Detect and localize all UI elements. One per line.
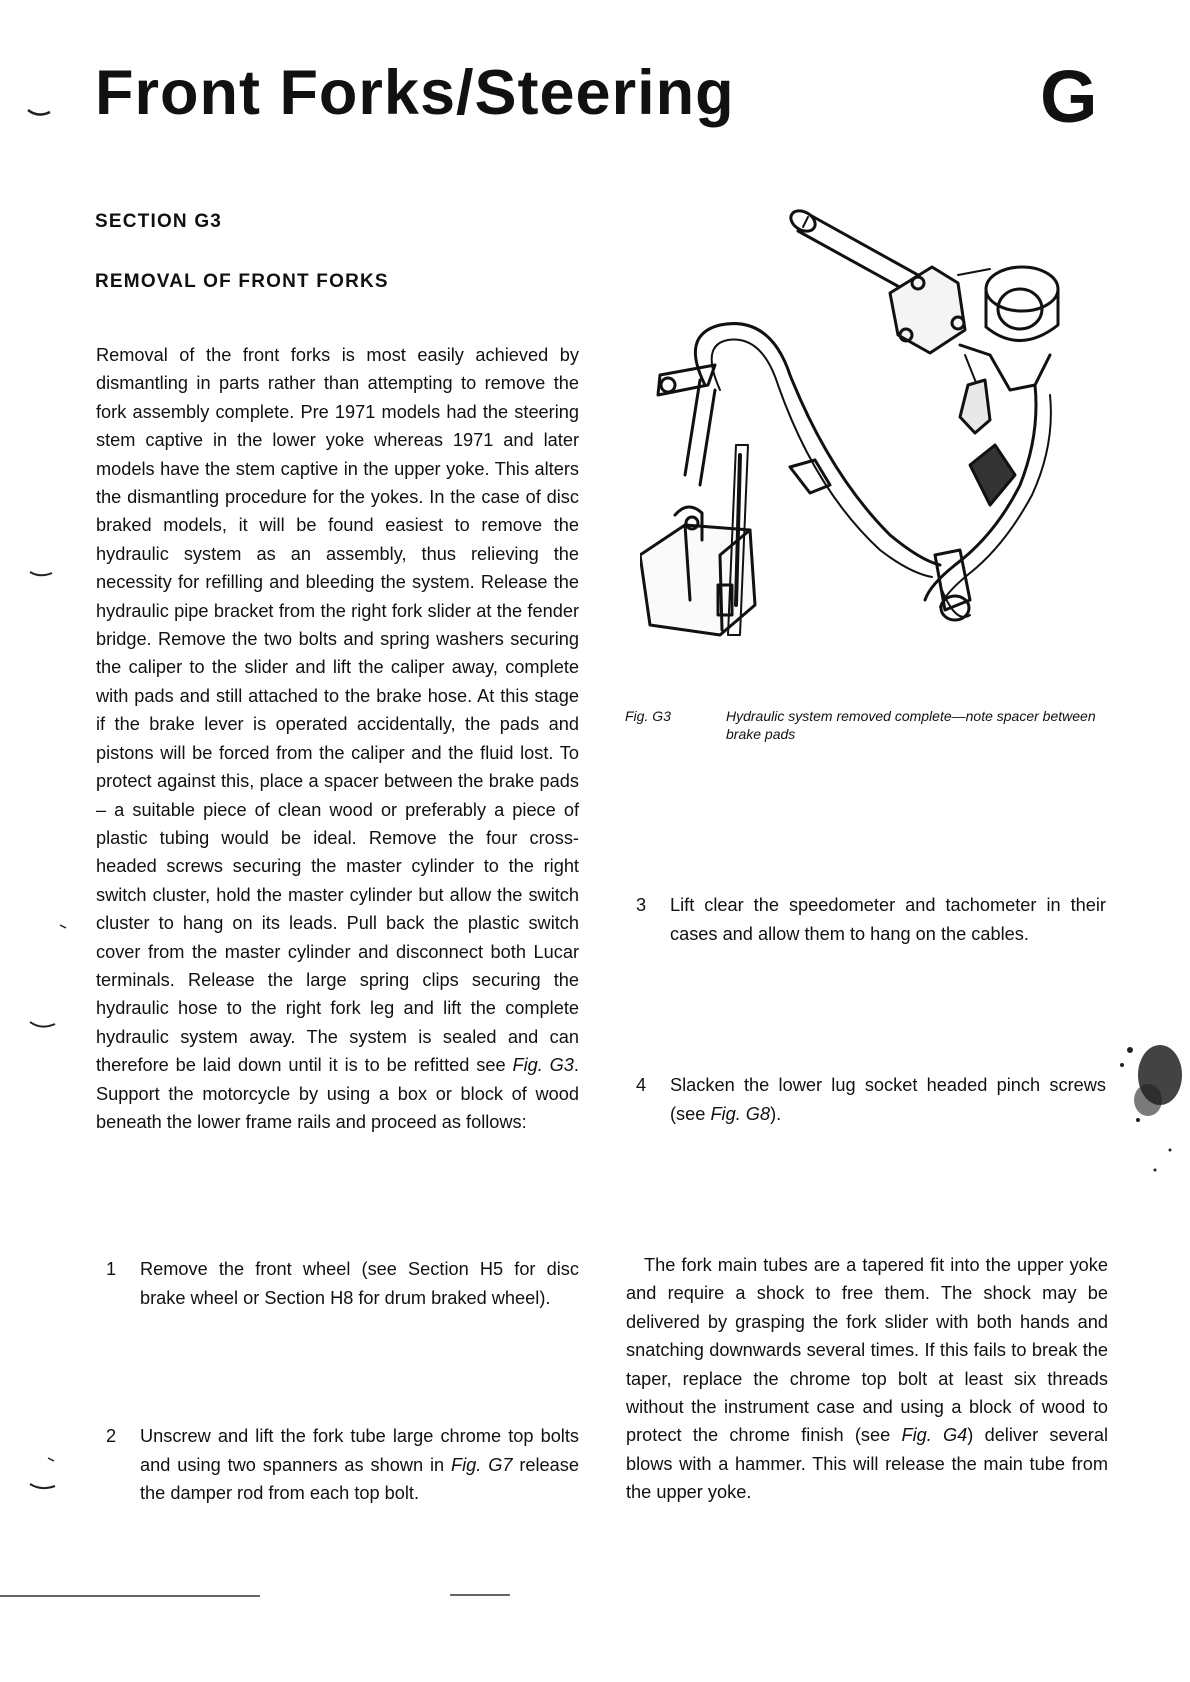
margin-mark-3 [30,1022,55,1027]
step-2-text-a: Unscrew and lift the fork tube large chrome top bolts and using two spanners as shown in [140,1426,579,1475]
chapter-letter: G [1040,55,1098,138]
margin-marks [0,0,80,1682]
brake-caliper [640,445,755,635]
margin-mark-1 [28,110,50,115]
intro-text-2: . Support the motorcycle by using a box or block of wood beneath the lower frame rails and proceed as follows: [96,1055,579,1132]
section-number: SECTION G3 [95,211,223,232]
closing-paragraph [626,1251,1108,1507]
step-4-text-a: Slacken the lower lug socket headed pinch screws (see [670,1075,1106,1124]
figure-caption: Hydraulic system removed complete—note spacer between brake pads [726,708,1096,742]
margin-mark-4 [30,1484,55,1488]
margin-mark-5 [60,925,66,928]
master-cylinder [890,267,1058,433]
step-3-number: 3 [636,895,647,915]
step-3-text: Lift clear the speedometer and tachometer in their cases and allow them to hang on the cables. [670,895,1106,944]
step-4-text-b: ). [770,1103,782,1124]
step-3 [636,891,1106,951]
step-4-number: 4 [636,1075,647,1095]
step-4-fig-ref: Fig. G8 [710,1103,771,1124]
section-heading: REMOVAL OF FRONT FORKS [95,271,389,292]
step-1-text: Remove the front wheel (see Section H5 for disc brake wheel or Section H8 for drum braked wheel). [140,1259,579,1308]
figure-label: Fig. G3 [625,708,671,724]
step-2-fig-ref: Fig. G7 [451,1454,513,1475]
step-4 [636,1071,1106,1131]
closing-fig-ref: Fig. G4 [901,1425,968,1446]
closing-text-2: ) deliver several blows with a hammer. This will release the main tube from the upper yoke. [626,1425,1109,1503]
bottom-rule [0,1590,1190,1602]
step-2-number: 2 [106,1426,117,1446]
margin-mark-6 [48,1458,54,1461]
intro-paragraph [96,341,579,1136]
intro-fig-ref: Fig. G3 [512,1055,574,1076]
step-1 [106,1255,579,1345]
hydraulic-system-illustration [640,205,1100,695]
closing-text-1: The fork main tubes are a tapered fit into the upper yoke and require a shock to free them. The shock may be delivered by grasping the fork slider with both hands and snatching downwards several times. If this fails to break the taper, replace the chrome top bolt at least six threads without the instrument case and using a block of wood to protect the chrome finish (see [626,1255,1108,1446]
page-title: Front Forks/Steering [95,58,735,128]
step-2-text-b: release the damper rod from each top bolt. [140,1454,579,1504]
intro-text-1: Removal of the front forks is most easily achieved by dismantling in parts rather than attempting to remove the fork assembly complete. Pre 1971 models had the steering stem captive in the lower yoke whereas 1971 and later models have the stem captive in the upper yoke. This alters the dismantling procedure for the yokes. In the case of disc braked models, it will be found easiest to remove the hydraulic system as an assembly, thus relieving the necessity for refilling and bleeding the system. Release the hydraulic pipe bracket from the right fork slider at the fender bridge. Remove the two bolts and spring washers securing the caliper to the slider and lift the caliper away, complete with pads and still attached to the brake hose. At this stage if the brake lever is operated accidentally, the pads and pistons will be forced from the caliper and the fluid lost. To protect against this, place a spacer between the brake pads – a suitable piece of clean wood or preferably a piece of plastic tubing would be ideal. Remove the four cross-headed screws securing the master cylinder to the right switch cluster, hold the master cylinder but allow the switch cluster to hang on its leads. Pull back the plastic switch cover from the master cylinder and disconnect both Lucar terminals. Release the large spring clips securing the hydraulic hose to the right fork leg and lift the complete hydraulic system away. The system is sealed and can therefore be laid down until it is to be refitted see [96,345,579,1076]
step-2 [106,1422,579,1512]
step-1-number: 1 [106,1259,117,1279]
scan-smudge [1110,1020,1190,1220]
margin-mark-2 [30,572,52,575]
